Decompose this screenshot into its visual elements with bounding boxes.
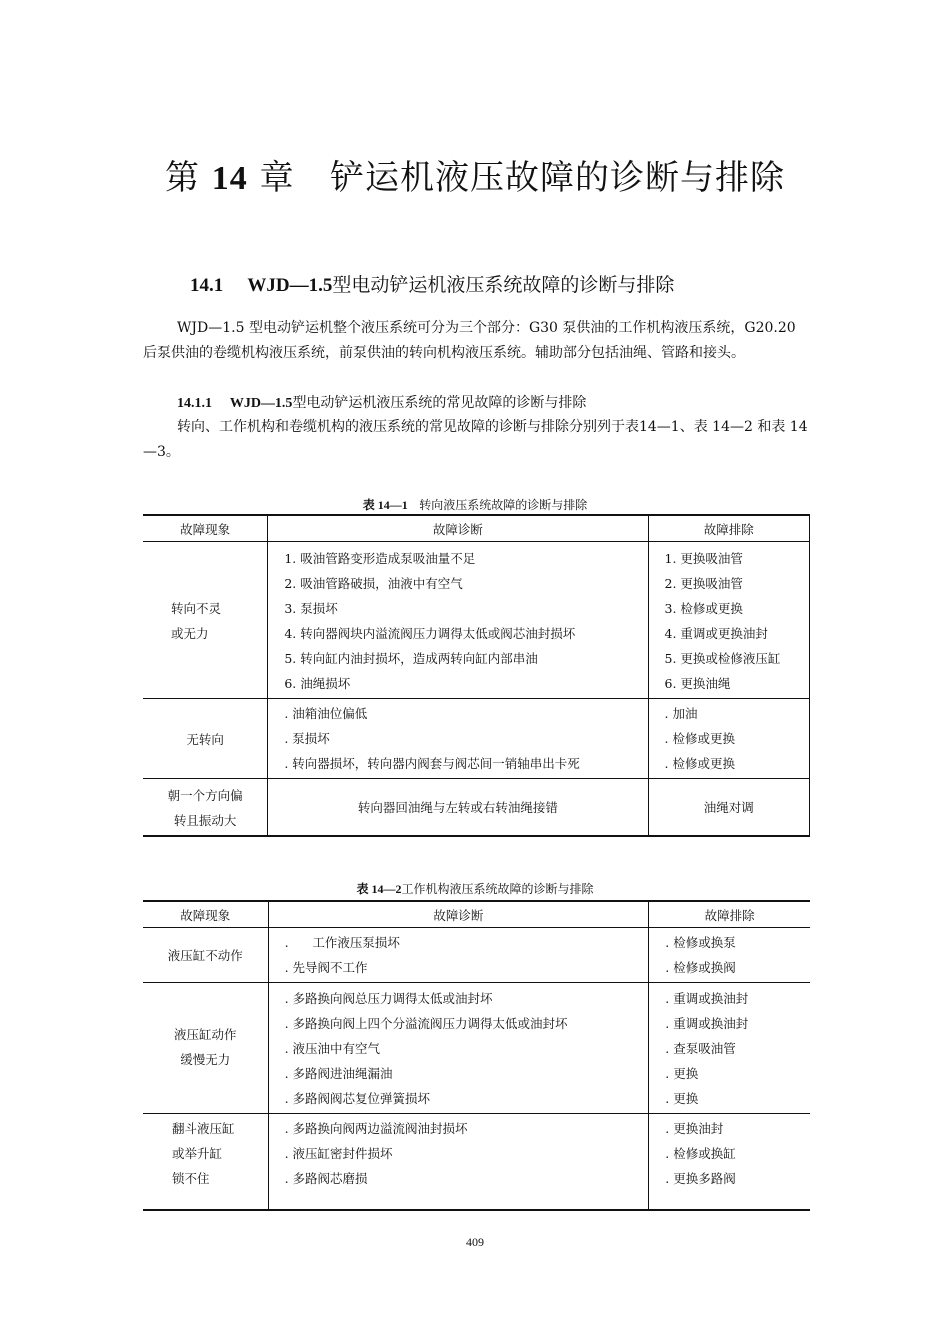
chapter-title	[0, 150, 950, 199]
diagnosis-line: . 液压油中有空气	[284, 1041, 381, 1056]
table-row	[143, 542, 810, 699]
table1-caption-label: 表 14—1	[362, 498, 408, 512]
remedy-line: . 重调或换油封	[665, 1016, 749, 1031]
remedy-line: . 查泵吸油管	[665, 1041, 736, 1056]
table1-header-row	[143, 515, 810, 542]
diagnosis-cell	[268, 1114, 649, 1211]
section-number: 14.1	[190, 275, 224, 296]
remedy-line: . 更换多路阀	[665, 1171, 736, 1186]
section-title: 型电动铲运机液压系统故障的诊断与排除	[332, 274, 675, 296]
symptom-line: 或举升缸	[172, 1146, 223, 1161]
remedy-line: 3. 检修或更换	[664, 601, 743, 616]
table-header: 故障诊断	[268, 901, 649, 928]
symptom-cell	[143, 928, 268, 983]
diagnosis-line: . 工作液压泵损坏	[284, 935, 400, 950]
symptom-line: 转且振动大	[173, 813, 237, 828]
table-header: 故障现象	[143, 515, 268, 542]
remedy-line: . 更换油封	[665, 1121, 724, 1136]
diagnosis-line: . 多路阀芯磨损	[284, 1171, 368, 1186]
diagnosis-cell	[268, 699, 648, 779]
remedy-cell	[648, 542, 810, 699]
table1-caption-title: 转向液压系统故障的诊断与排除	[419, 498, 588, 512]
subsection-number: 14.1.1	[177, 396, 212, 411]
symptom-line: 缓慢无力	[180, 1052, 231, 1067]
table-row	[143, 928, 810, 983]
diagnosis-line: 6. 油绳损坏	[284, 676, 351, 691]
symptom-cell	[143, 542, 268, 699]
remedy-cell	[649, 1114, 810, 1211]
diagnosis-line: . 多路换向阀两边溢流阀油封损坏	[284, 1121, 468, 1136]
table-row	[143, 699, 810, 779]
diagnosis-line: 3. 泵损坏	[284, 601, 338, 616]
diagnosis-cell	[268, 928, 649, 983]
subsection-model: WJD—1.5	[229, 396, 293, 411]
symptom-line: 无转向	[186, 731, 224, 747]
remedy-cell	[649, 983, 810, 1114]
diagnosis-line: . 泵损坏	[284, 731, 330, 746]
diagnosis-line: . 多路阀阀芯复位弹簧损坏	[284, 1091, 431, 1106]
table-row	[143, 1114, 810, 1211]
remedy-line: 6. 更换油绳	[664, 676, 731, 691]
symptom-cell	[143, 779, 268, 837]
table2-caption-label: 表 14—2	[356, 882, 402, 896]
diagnosis-cell	[268, 542, 648, 699]
remedy-line: . 检修或更换	[664, 731, 735, 746]
chapter-suffix: 章	[259, 158, 295, 198]
remedy-cell	[649, 928, 810, 983]
remedy-line: . 重调或换油封	[665, 991, 749, 1006]
diagnosis-line: . 转向器损坏，转向器内阀套与阀芯间一销轴串出卡死	[284, 756, 580, 771]
table2-caption	[0, 880, 950, 897]
table2	[143, 900, 810, 1211]
remedy-line: 1. 更换吸油管	[664, 551, 743, 566]
symptom-line: 翻斗液压缸	[172, 1121, 235, 1136]
diagnosis-line: . 多路换向阀总压力调得太低或油封坏	[284, 991, 493, 1006]
remedy-line: . 检修或换缸	[665, 1146, 736, 1161]
subsection-paragraph: 转向、工作机构和卷缆机构的液压系统的常见故障的诊断与排除分别列于表14—1、表 14—2 和表 14—3。	[143, 419, 808, 460]
symptom-line: 液压缸动作	[174, 1027, 237, 1042]
chapter-number: 14	[211, 160, 248, 197]
diagnosis-line: . 液压缸密封件损坏	[284, 1146, 393, 1161]
intro-paragraph: WJD—1.5 型电动铲运机整个液压系统可分为三个部分：G30 泵供油的工作机构液压系统，G20.20 后泵供油的卷缆机构液压系统，前泵供油的转向机构液压系统。辅助部分包括油绳、管路和接头。	[143, 320, 796, 361]
diagnosis-line: 4. 转向器阀块内溢流阀压力调得太低或阀芯油封损坏	[284, 626, 576, 641]
symptom-line: 朝一个方向偏	[167, 788, 243, 803]
table-header: 故障现象	[143, 901, 268, 928]
remedy-cell: 油绳对调	[648, 779, 810, 837]
remedy-line: 2. 更换吸油管	[664, 576, 743, 591]
remedy-line: . 加油	[664, 706, 698, 721]
diagnosis-line: 2. 吸油管路破损，油液中有空气	[284, 576, 463, 591]
symptom-cell	[143, 699, 268, 779]
table-header: 故障排除	[649, 901, 810, 928]
subsection-heading	[177, 392, 586, 412]
table1	[143, 514, 810, 837]
remedy-line: . 检修或换阀	[665, 960, 736, 975]
table-row	[143, 779, 810, 837]
diagnosis-line: . 多路换向阀上四个分溢流阀压力调得太低或油封坏	[284, 1016, 568, 1031]
remedy-cell	[648, 699, 810, 779]
symptom-line: 转向不灵	[171, 601, 222, 616]
section-heading	[190, 270, 674, 297]
section-model: WJD—1.5	[247, 275, 333, 296]
table2-caption-title: 工作机构液压系统故障的诊断与排除	[401, 882, 594, 896]
chapter-prefix: 第	[164, 158, 200, 198]
remedy-line: . 更换	[665, 1066, 699, 1081]
diagnosis-line: 5. 转向缸内油封损坏，造成两转向缸内部串油	[284, 651, 538, 666]
symptom-cell	[143, 1114, 268, 1211]
page-number: 409	[466, 1235, 484, 1249]
symptom-line: 或无力	[171, 626, 209, 641]
diagnosis-line: . 多路阀进油绳漏油	[284, 1066, 393, 1081]
chapter-heading-text: 铲运机液压故障的诊断与排除	[330, 158, 786, 198]
table-header: 故障诊断	[268, 515, 648, 542]
remedy-line: 5. 更换或检修液压缸	[664, 651, 781, 666]
symptom-cell	[143, 983, 268, 1114]
remedy-line: . 检修或换泵	[665, 935, 736, 950]
diagnosis-line: 1. 吸油管路变形造成泵吸油量不足	[284, 551, 476, 566]
remedy-line: . 检修或更换	[664, 756, 735, 771]
symptom-line: 锁不住	[172, 1171, 210, 1186]
remedy-line: 4. 重调或更换油封	[664, 626, 768, 641]
subsection-title: 型电动铲运机液压系统的常见故障的诊断与排除	[292, 395, 587, 411]
table2-header-row	[143, 901, 810, 928]
symptom-line: 液压缸不动作	[167, 948, 243, 963]
remedy-line: . 更换	[665, 1091, 699, 1106]
table-row	[143, 983, 810, 1114]
table-header: 故障排除	[648, 515, 810, 542]
table1-caption	[0, 496, 950, 513]
diagnosis-cell: 转向器回油绳与左转或右转油绳接错	[268, 779, 648, 837]
diagnosis-line: . 油箱油位偏低	[284, 706, 368, 721]
diagnosis-cell	[268, 983, 649, 1114]
diagnosis-line: . 先导阀不工作	[284, 960, 368, 975]
